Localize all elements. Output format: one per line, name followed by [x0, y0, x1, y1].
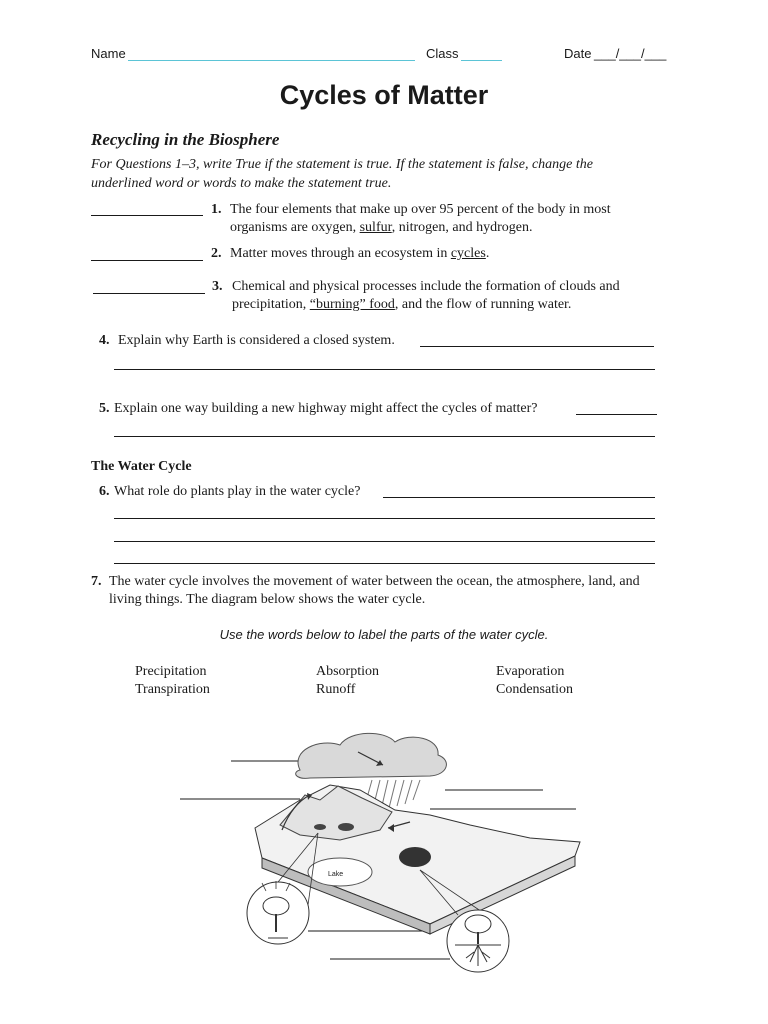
word-bank-precipitation: Precipitation	[135, 664, 207, 679]
cloud-icon	[296, 733, 447, 778]
word-bank-condensation: Condensation	[496, 682, 573, 697]
question-2-text: Matter moves through an ecosystem in cycles.	[230, 246, 490, 261]
question-5-number: 5.	[99, 401, 110, 416]
question-7-line2: living things. The diagram below shows the water cycle.	[109, 592, 426, 607]
date-label: Date	[564, 46, 592, 61]
word-bank-instruction: Use the words below to label the parts of the water cycle.	[219, 627, 549, 642]
question-7-line1: The water cycle involves the movement of water between the ocean, the atmosphere, land, and	[109, 574, 640, 589]
question-7-number: 7.	[91, 574, 102, 589]
question-4-number: 4.	[99, 333, 110, 348]
question-6-text: What role do plants play in the water cycle?	[114, 484, 361, 499]
lake-label: Lake	[328, 871, 344, 878]
word-bank-absorption: Absorption	[316, 664, 379, 679]
question-3-number: 3.	[212, 279, 223, 294]
question-3-line2: precipitation, “burning” food, and the flow of running water.	[232, 297, 572, 312]
question-5-text: Explain one way building a new highway might affect the cycles of matter?	[114, 401, 538, 416]
word-bank-transpiration: Transpiration	[135, 682, 210, 697]
page-title: Cycles of Matter	[279, 80, 489, 110]
question-4-text: Explain why Earth is considered a closed system.	[118, 333, 395, 348]
instructions-line2: underlined word or words to make the statement true.	[91, 176, 392, 191]
question-1-line2: organisms are oxygen, sulfur, nitrogen, and hydrogen.	[230, 220, 533, 235]
class-label: Class	[426, 46, 459, 61]
question-1-number: 1.	[211, 202, 222, 217]
word-bank-runoff: Runoff	[316, 682, 356, 697]
section-heading-recycling: Recycling in the Biosphere	[91, 130, 280, 149]
section-heading-water-cycle: The Water Cycle	[91, 459, 192, 474]
forest-icon	[399, 847, 431, 867]
question-1-line1: The four elements that make up over 95 percent of the body in most	[230, 202, 611, 217]
question-2-number: 2.	[211, 246, 222, 261]
instructions-line1: For Questions 1–3, write True if the statement is true. If the statement is false, change the	[91, 157, 594, 172]
name-label: Name	[91, 46, 126, 61]
word-bank-evaporation: Evaporation	[496, 664, 565, 679]
question-6-number: 6.	[99, 484, 110, 499]
question-3-line1: Chemical and physical processes include the formation of clouds and	[232, 279, 620, 294]
date-field[interactable]: ___/___/___	[594, 46, 667, 61]
